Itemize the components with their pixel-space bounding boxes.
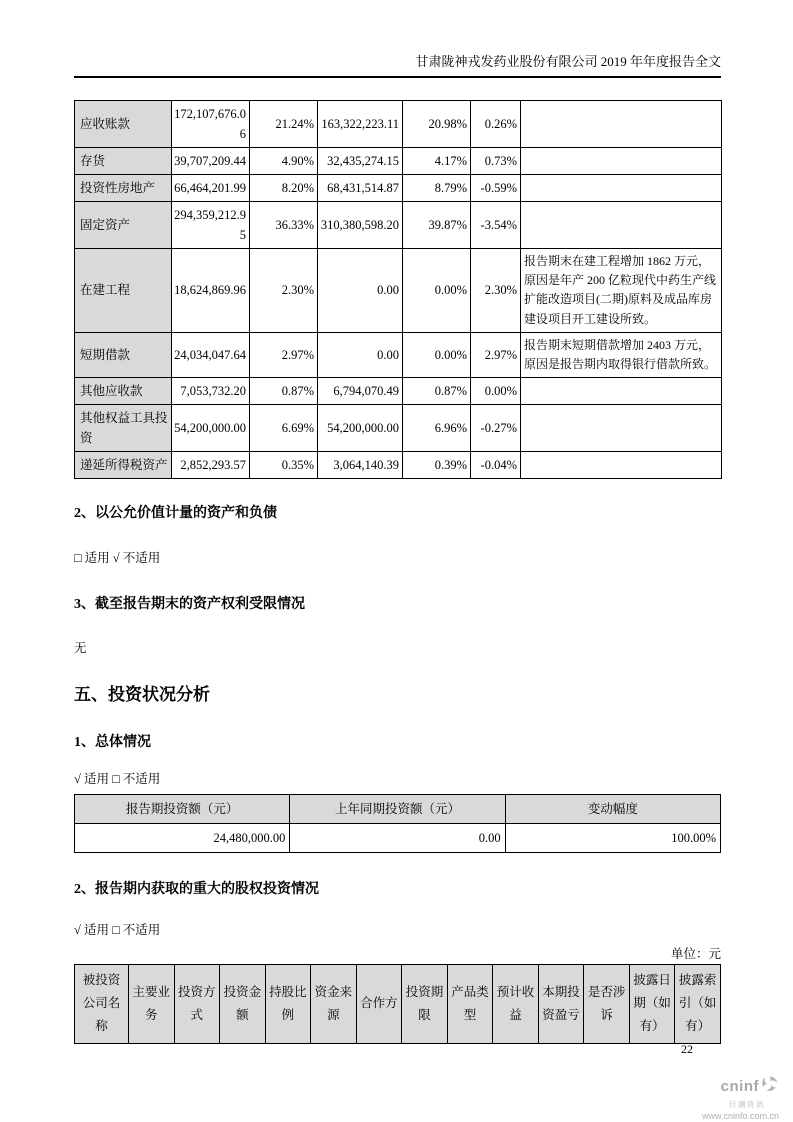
section-3-title: 3、截至报告期末的资产权利受限情况	[74, 597, 305, 613]
asset-cell-begin_amount: 68,431,514.87	[318, 175, 403, 202]
asset-cell-change_pct: 0.00%	[471, 378, 521, 405]
equity-column-header: 持股比例	[265, 965, 311, 1043]
cninfo-logo-url: www.cninfo.com.cn	[701, 1111, 779, 1121]
equity-column-header: 主要业务	[129, 965, 175, 1043]
asset-cell-begin_pct: 20.98%	[403, 101, 471, 148]
asset-cell-begin_amount: 0.00	[318, 332, 403, 377]
asset-cell-change_pct: -0.04%	[471, 452, 521, 479]
equity-column-header: 本期投资盈亏	[538, 965, 584, 1043]
asset-cell-end_pct: 21.24%	[250, 101, 318, 148]
investment-header-row	[75, 795, 721, 824]
equity-column-header: 是否涉诉	[584, 965, 630, 1043]
asset-cell-end_amount: 7,053,732.20	[172, 378, 250, 405]
asset-cell-end_pct: 36.33%	[250, 202, 318, 249]
asset-cell-begin_pct: 0.00%	[403, 332, 471, 377]
asset-cell-end_amount: 54,200,000.00	[172, 405, 250, 452]
asset-table-row	[75, 452, 722, 479]
asset-cell-begin_pct: 39.87%	[403, 202, 471, 249]
investment-column-header: 上年同期投资额（元）	[290, 795, 505, 824]
asset-cell-end_pct: 2.97%	[250, 332, 318, 377]
asset-cell-name: 应收账款	[75, 101, 172, 148]
investment-column-header: 报告期投资额（元）	[75, 795, 290, 824]
asset-cell-begin_pct: 6.96%	[403, 405, 471, 452]
asset-cell-end_pct: 4.90%	[250, 148, 318, 175]
doc-header-title: 甘肃陇神戎发药业股份有限公司 2019 年年度报告全文	[74, 53, 721, 78]
cninfo-logo-caption: 巨潮资讯	[729, 1100, 765, 1109]
asset-cell-change_pct: 2.30%	[471, 249, 521, 333]
asset-cell-end_pct: 8.20%	[250, 175, 318, 202]
asset-cell-begin_amount: 6,794,070.49	[318, 378, 403, 405]
asset-cell-remark: 报告期末在建工程增加 1862 万元，原因是年产 200 亿粒现代中药生产线扩能改造项目(二期)原料及成品库房建设项目开工建设所致。	[521, 249, 722, 333]
asset-cell-name: 在建工程	[75, 249, 172, 333]
equity-column-header: 产品类型	[447, 965, 493, 1043]
asset-cell-remark	[521, 378, 722, 405]
asset-table-row	[75, 148, 722, 175]
asset-cell-name: 固定资产	[75, 202, 172, 249]
asset-table	[74, 100, 722, 479]
equity-column-header: 披露日期（如有）	[629, 965, 675, 1043]
asset-cell-begin_amount: 163,322,223.11	[318, 101, 403, 148]
asset-cell-name: 存货	[75, 148, 172, 175]
asset-cell-remark	[521, 148, 722, 175]
asset-cell-end_pct: 0.87%	[250, 378, 318, 405]
investment-table	[74, 794, 721, 853]
asset-table-row	[75, 378, 722, 405]
asset-cell-end_pct: 2.30%	[250, 249, 318, 333]
section-5-title: 五、投资状况分析	[74, 685, 210, 705]
asset-cell-change_pct: -3.54%	[471, 202, 521, 249]
asset-cell-begin_amount: 310,380,598.20	[318, 202, 403, 249]
equity-column-header: 投资金额	[220, 965, 266, 1043]
section-5-2-applicable-line: √ 适用 □ 不适用	[74, 923, 161, 938]
asset-cell-change_pct: 2.97%	[471, 332, 521, 377]
asset-cell-end_pct: 6.69%	[250, 405, 318, 452]
asset-cell-end_amount: 24,034,047.64	[172, 332, 250, 377]
asset-cell-begin_pct: 8.79%	[403, 175, 471, 202]
asset-table-row	[75, 249, 722, 333]
asset-cell-name: 投资性房地产	[75, 175, 172, 202]
cninfo-swirl-icon	[760, 1074, 779, 1098]
asset-cell-begin_pct: 0.00%	[403, 249, 471, 333]
asset-table-row	[75, 175, 722, 202]
asset-cell-remark	[521, 405, 722, 452]
asset-cell-end_pct: 0.35%	[250, 452, 318, 479]
equity-column-header: 披露索引（如有）	[675, 965, 721, 1043]
asset-cell-begin_amount: 32,435,274.15	[318, 148, 403, 175]
asset-cell-begin_pct: 0.87%	[403, 378, 471, 405]
section-5-1-title: 1、总体情况	[74, 735, 151, 751]
page-number: 22	[681, 1042, 693, 1056]
equity-column-header: 预计收益	[493, 965, 539, 1043]
asset-cell-change_pct: 0.73%	[471, 148, 521, 175]
asset-cell-name: 递延所得税资产	[75, 452, 172, 479]
asset-table-body	[75, 101, 722, 479]
investment-value-cell: 100.00%	[505, 824, 720, 853]
equity-column-header: 被投资公司名称	[75, 965, 129, 1043]
asset-cell-name: 短期借款	[75, 332, 172, 377]
asset-cell-change_pct: -0.27%	[471, 405, 521, 452]
asset-cell-end_amount: 18,624,869.96	[172, 249, 250, 333]
asset-cell-name: 其他应收款	[75, 378, 172, 405]
asset-cell-remark: 报告期末短期借款增加 2403 万元，原因是报告期内取得银行借款所致。	[521, 332, 722, 377]
equity-header-row	[75, 965, 721, 1043]
investment-value-row	[75, 824, 721, 853]
unit-label: 单位：元	[670, 947, 721, 962]
asset-cell-begin_amount: 3,064,140.39	[318, 452, 403, 479]
section-2-title: 2、以公允价值计量的资产和负债	[74, 506, 277, 522]
asset-table-row	[75, 332, 722, 377]
asset-cell-end_amount: 66,464,201.99	[172, 175, 250, 202]
investment-column-header: 变动幅度	[505, 795, 720, 824]
asset-cell-remark	[521, 452, 722, 479]
asset-cell-begin_pct: 0.39%	[403, 452, 471, 479]
equity-table	[74, 964, 721, 1043]
equity-column-header: 投资方式	[174, 965, 220, 1043]
asset-cell-change_pct: 0.26%	[471, 101, 521, 148]
equity-column-header: 资金来源	[311, 965, 357, 1043]
asset-cell-name: 其他权益工具投资	[75, 405, 172, 452]
section-5-2-title: 2、报告期内获取的重大的股权投资情况	[74, 882, 319, 898]
asset-table-row	[75, 405, 722, 452]
asset-cell-remark	[521, 101, 722, 148]
section-5-1-applicable-line: √ 适用 □ 不适用	[74, 772, 161, 787]
equity-column-header: 投资期限	[402, 965, 448, 1043]
cninfo-logo	[702, 1074, 779, 1121]
asset-table-row	[75, 101, 722, 148]
equity-column-header: 合作方	[356, 965, 402, 1043]
asset-cell-begin_pct: 4.17%	[403, 148, 471, 175]
asset-cell-end_amount: 39,707,209.44	[172, 148, 250, 175]
asset-cell-remark	[521, 175, 722, 202]
asset-cell-remark	[521, 202, 722, 249]
asset-cell-begin_amount: 0.00	[318, 249, 403, 333]
asset-cell-begin_amount: 54,200,000.00	[318, 405, 403, 452]
asset-cell-end_amount: 172,107,676.06	[172, 101, 250, 148]
asset-table-row	[75, 202, 722, 249]
section-2-applicable-line: □ 适用 √ 不适用	[74, 551, 161, 566]
asset-cell-end_amount: 2,852,293.57	[172, 452, 250, 479]
asset-cell-change_pct: -0.59%	[471, 175, 521, 202]
investment-value-cell: 24,480,000.00	[75, 824, 290, 853]
investment-value-cell: 0.00	[290, 824, 505, 853]
asset-cell-end_amount: 294,359,212.95	[172, 202, 250, 249]
section-3-content: 无	[74, 641, 87, 656]
cninfo-logo-text: cninf	[720, 1077, 759, 1095]
